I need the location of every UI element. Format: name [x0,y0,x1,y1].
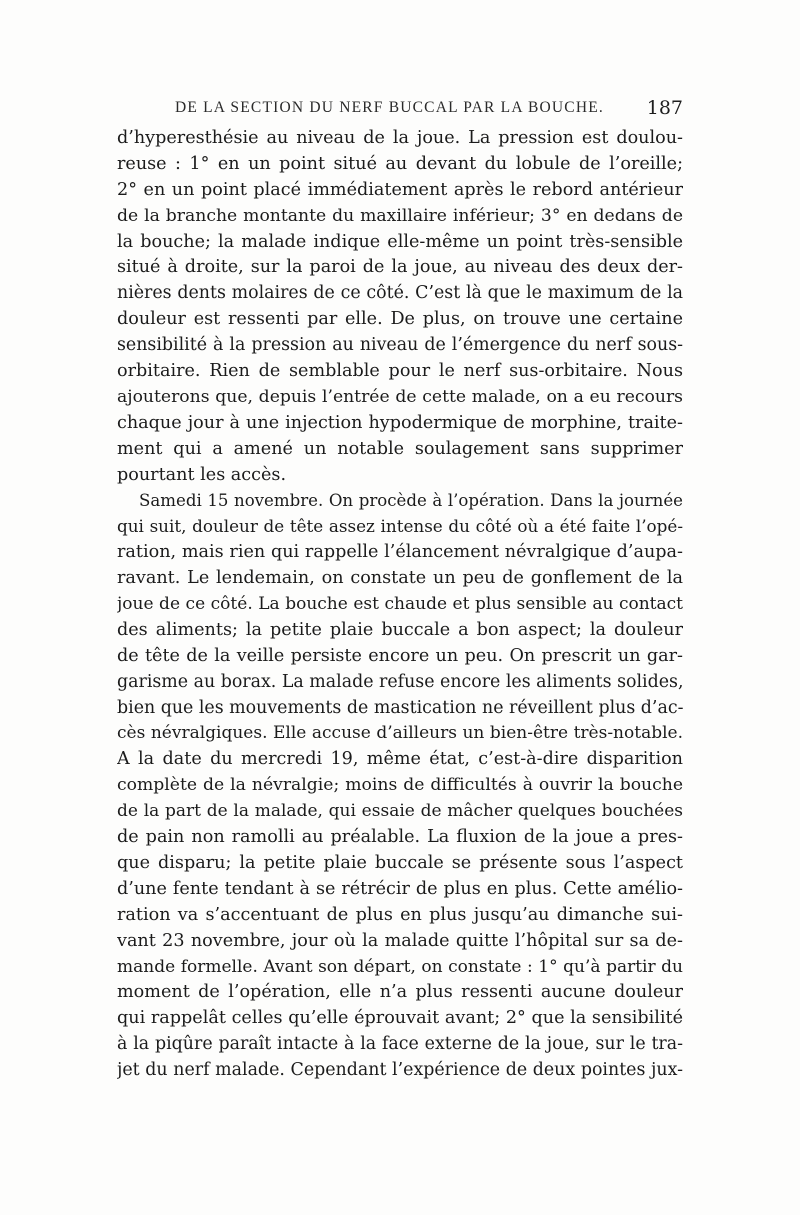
text-line: vant 23 novembre, jour où la malade quitte l’hôpital sur sa de- [117,930,683,951]
text-line: ajouterons que, depuis l’entrée de cette malade, on a eu recours [117,386,683,407]
text-line: mande formelle. Avant son départ, on constate : 1° qu’à partir du [117,956,683,977]
text-line: d’une fente tendant à se rétrécir de plus en plus. Cette amélio- [117,878,683,899]
text-line: à la piqûre paraît intacte à la face externe de la joue, sur le tra- [117,1034,683,1055]
text-line: moment de l’opération, elle n’a plus ressenti aucune douleur [117,982,683,1003]
page-header [117,94,683,122]
text-line: reuse : 1° en un point situé au devant du lobule de l’oreille; [117,153,683,174]
text-line: de pain non ramolli au préalable. La fluxion de la joue a pres- [117,827,683,848]
text-line: bien que les mouvements de mastication ne réveillent plus d’ac- [117,697,683,718]
text-line: ration, mais rien qui rappelle l’élancement névralgique d’aupa- [117,542,683,563]
text-line: que disparu; la petite plaie buccale se présente sous l’aspect [117,852,683,873]
text-line: ment qui a amené un notable soulagement sans supprimer [117,438,683,459]
text-line: ration va s’accentuant de plus en plus jusqu’au dimanche sui- [117,904,683,925]
text-line: la bouche; la malade indique elle-même un point très-sensible [117,231,683,252]
text-line: douleur est ressenti par elle. De plus, on trouve une certaine [117,309,683,330]
text-line: de la part de la malade, qui essaie de mâcher quelques bouchées [117,801,683,822]
text-line: jet du nerf malade. Cependant l’expérience de deux pointes jux- [117,1060,683,1081]
text-line: qui suit, douleur de tête assez intense du côté où a été faite l’opé- [117,516,683,537]
text-line: chaque jour à une injection hypodermique de morphine, traite- [117,412,683,433]
text-line: Samedi 15 novembre. On procède à l’opération. Dans la journée [139,491,683,511]
text-line: orbitaire. Rien de semblable pour le nerf sus-orbitaire. Nous [117,361,683,382]
text-line: garisme au borax. La malade refuse encore les aliments solides, [117,671,683,692]
text-line: A la date du mercredi 19, même état, c’est-à-dire disparition [117,749,683,770]
text-line: cès névralgiques. Elle accuse d’ailleurs un bien-être très-notable. [117,723,683,744]
running-head: DE LA SECTION DU NERF BUCCAL PAR LA BOUCHE. [175,99,604,116]
text-line: joue de ce côté. La bouche est chaude et plus sensible au contact [117,594,683,615]
text-line: de la branche montante du maxillaire inférieur; 3° en dedans de [117,205,683,226]
text-line: nières dents molaires de ce côté. C’est là que le maximum de la [117,283,683,304]
page-number: 187 [646,97,683,119]
text-line: des aliments; la petite plaie buccale a bon aspect; la douleur [117,619,683,640]
text-line: situé à droite, sur la paroi de la joue, au niveau des deux der- [117,257,683,278]
text-line: 2° en un point placé immédiatement après le rebord antérieur [117,179,683,200]
text-line: ravant. Le lendemain, on constate un peu de gonflement de la [117,568,683,589]
text-line: complète de la névralgie; moins de difficultés à ouvrir la bouche [117,775,683,796]
text-line: d’hyperesthésie au niveau de la joue. La pression est doulou- [117,128,683,148]
text-line: de tête de la veille persiste encore un peu. On prescrit un gar- [117,645,683,666]
text-line: pourtant les accès. [117,464,287,485]
body-text [117,126,683,1084]
text-line: sensibilité à la pression au niveau de l’émergence du nerf sous- [117,335,683,356]
text-line: qui rappelât celles qu’elle éprouvait avant; 2° que la sensibilité [117,1008,683,1029]
